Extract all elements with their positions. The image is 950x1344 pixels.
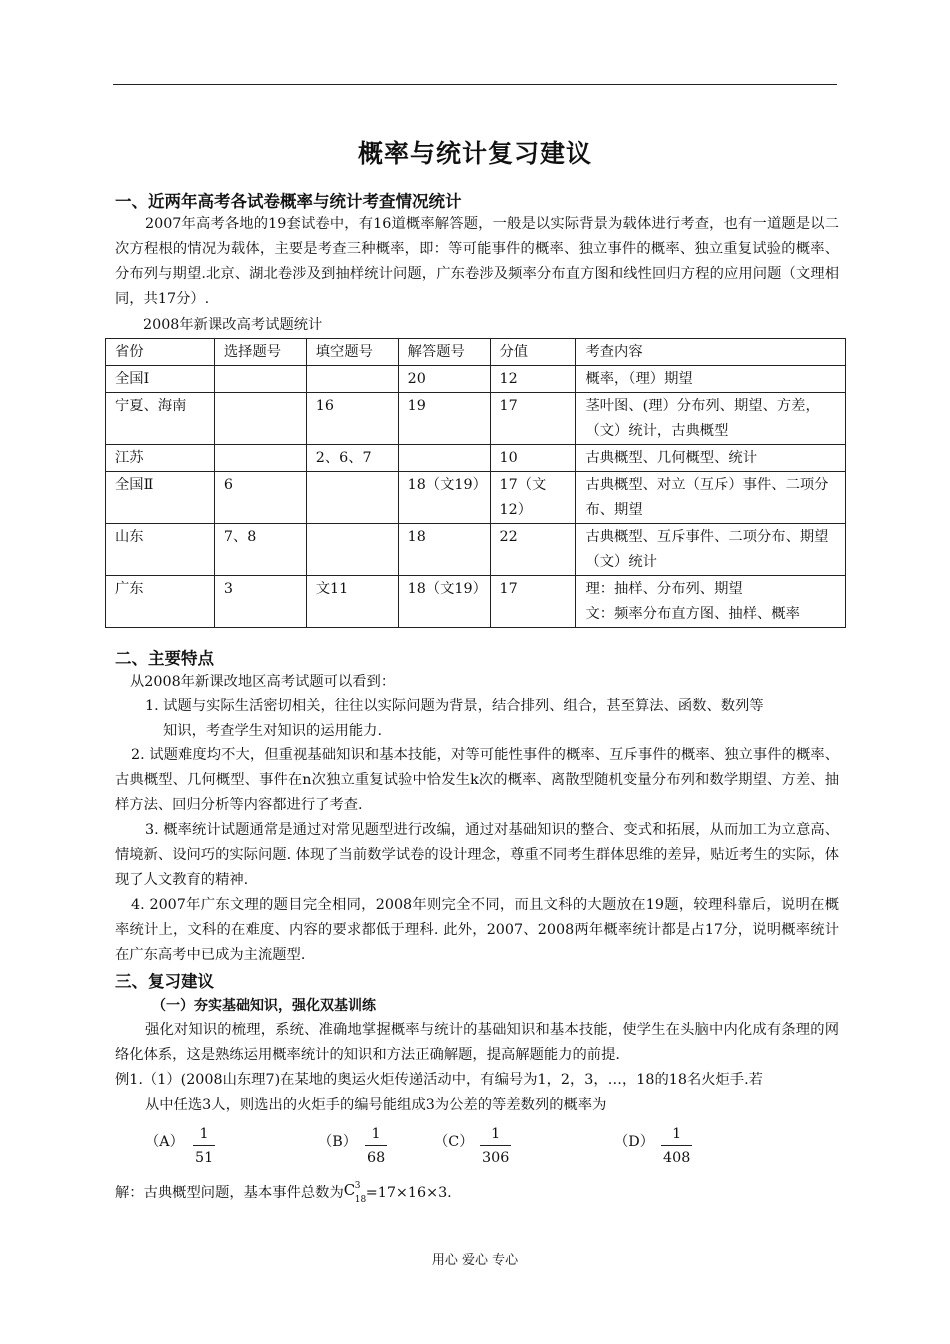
- solution: [115, 1180, 452, 1206]
- table-cell: 古典概型、对立（互斥）事件、二项分布、期望: [576, 472, 846, 524]
- table-cell: 18（文19）: [398, 576, 490, 628]
- table-cell: 17（文12）: [490, 472, 576, 524]
- choice-label: （C）: [434, 1134, 474, 1150]
- table-cell: 茎叶图、(理）分布列、期望、方差，（文）统计，古典概型: [576, 393, 846, 445]
- numerator: 1: [199, 1126, 209, 1142]
- table-cell: [398, 445, 490, 472]
- table-cell: 江苏: [106, 445, 215, 472]
- fraction: [661, 1125, 692, 1168]
- section1-heading: 一、近两年高考各试卷概率与统计考查情况统计: [115, 192, 462, 211]
- table-cell: 宁夏、海南: [106, 393, 215, 445]
- table-header-cell: 分值: [490, 339, 576, 366]
- table-cell: 18（文19）: [398, 472, 490, 524]
- table-caption: 2008年新课改高考试题统计: [143, 317, 323, 333]
- table-cell: 22: [490, 524, 576, 576]
- table-cell: 概率，（理）期望: [576, 366, 846, 393]
- table-cell: [306, 366, 398, 393]
- point4-paragraph: 4. 2007年广东文理的题目完全相同，2008年则完全不同，而且文科的大题放在19题，较理科靠后，说明在概率统计上，文科的在难度、内容的要求都低于理科. 此外，2007、2008两年概率统计都是占17分，说明概率统计在广东高考中已成为主流题型.: [115, 897, 839, 963]
- table-cell: [306, 472, 398, 524]
- point3-paragraph: 3. 概率统计试题通常是通过对常见题型进行改编，通过对基础知识的整合、变式和拓展，从而加工为立意高、情境新、设问巧的实际问题. 体现了当前数学试卷的设计理念，尊重不同考生群体思维的差异，贴近考生的实际，体现了人文教育的精神.: [115, 822, 839, 888]
- table-header-cell: 填空题号: [306, 339, 398, 366]
- choice-label: （A）: [145, 1134, 184, 1150]
- example-line1: 例1.（1）(2008山东理7)在某地的奥运火炬传递活动中，有编号为1，2，3，…，18的18名火炬手.若: [115, 1072, 763, 1088]
- section1-paragraph: 2007年高考各地的19套试卷中，有16道概率解答题，一般是以实际背景为载体进行考查，也有一道题是以二次方程根的情况为载体，主要是考查三种概率，即：等可能事件的概率、独立事件的概率、独立重复试验的概率、分布列与期望.北京、湖北卷涉及到抽样统计问题，广东卷涉及频率分布直方图和线性回归方程的应用问题（文理相同，共17分）.: [115, 216, 839, 307]
- table-cell: 古典概型、几何概型、统计: [576, 445, 846, 472]
- choice-label: （B）: [318, 1134, 358, 1150]
- fraction: [193, 1125, 215, 1168]
- point2-paragraph: 2. 试题难度均不大，但重视基础知识和基本技能，对等可能性事件的概率、互斥事件的概率、独立事件的概率、古典概型、几何概型、事件在n次独立重复试验中恰发生k次的概率、离散型随机变量分布列和数学期望、方差、抽样方法、回归分析等内容都进行了考查.: [115, 747, 839, 813]
- table-cell: 16: [306, 393, 398, 445]
- stats-table: [105, 338, 846, 628]
- section2-intro: 从2008年新课改地区高考试题可以看到：: [130, 674, 396, 690]
- table-row: [106, 445, 846, 472]
- fraction: [480, 1125, 511, 1168]
- table-cell: 17: [490, 393, 576, 445]
- fraction-bar: [193, 1145, 215, 1146]
- subsection1-heading: （一）夯实基础知识，强化双基训练: [152, 998, 376, 1014]
- table-cell: 文11: [306, 576, 398, 628]
- fraction-bar: [365, 1145, 387, 1146]
- numerator: 1: [371, 1126, 381, 1142]
- table-header-cell: 选择题号: [214, 339, 306, 366]
- choice-label: （D）: [614, 1134, 655, 1150]
- denominator: 68: [367, 1150, 386, 1166]
- table-cell: 12: [490, 366, 576, 393]
- fraction: [365, 1125, 387, 1168]
- table-cell: 17: [490, 576, 576, 628]
- table-row: [106, 472, 846, 524]
- table-cell: [214, 393, 306, 445]
- table-cell: 20: [398, 366, 490, 393]
- solution-text: 解：古典概型问题，基本事件总数为: [115, 1185, 344, 1201]
- table-cell: 7、8: [214, 524, 306, 576]
- fraction-bar: [480, 1145, 511, 1146]
- numerator: 1: [672, 1126, 682, 1142]
- table-cell: [306, 524, 398, 576]
- solution-period: .: [447, 1185, 452, 1201]
- table-header-row: [106, 339, 846, 366]
- table-cell: 10: [490, 445, 576, 472]
- table-cell: 山东: [106, 524, 215, 576]
- table-header-cell: 解答题号: [398, 339, 490, 366]
- table-row: [106, 524, 846, 576]
- header-rule: [113, 84, 837, 85]
- table-header-cell: 考查内容: [576, 339, 846, 366]
- table-cell: 3: [214, 576, 306, 628]
- table-cell: 理：抽样、分布列、期望 文：频率分布直方图、抽样、概率: [576, 576, 846, 628]
- table-cell: 6: [214, 472, 306, 524]
- table-cell: 18: [398, 524, 490, 576]
- section2-heading: 二、主要特点: [115, 649, 214, 668]
- numerator: 1: [491, 1126, 501, 1142]
- table-header-cell: 省份: [106, 339, 215, 366]
- table-row: [106, 366, 846, 393]
- fraction-bar: [661, 1145, 692, 1146]
- table-row: [106, 393, 846, 445]
- denominator: 306: [482, 1150, 510, 1166]
- example-line2: 从中任选3人，则选出的火炬手的编号能组成3为公差的等差数列的概率为: [145, 1097, 607, 1113]
- combination-symbol: C 3 18: [343, 1181, 367, 1205]
- page-title: 概率与统计复习建议: [357, 139, 592, 168]
- table-cell: 广东: [106, 576, 215, 628]
- section3-paragraph: 强化对知识的梳理，系统、准确地掌握概率与统计的基础知识和基本技能，使学生在头脑中内化成有条理的网络化体系，这是熟练运用概率统计的知识和方法正确解题，提高解题能力的前提.: [115, 1022, 839, 1063]
- table-cell: 19: [398, 393, 490, 445]
- page-footer: 用心 爱心 专心: [431, 1253, 519, 1268]
- table-cell: 全国Ⅰ: [106, 366, 215, 393]
- table-cell: [214, 445, 306, 472]
- table-cell: [214, 366, 306, 393]
- denominator: 408: [663, 1150, 691, 1166]
- table-cell: 全国Ⅱ: [106, 472, 215, 524]
- table-cell: 古典概型、互斥事件、二项分布、期望（文）统计: [576, 524, 846, 576]
- solution-expression: =17×16×3: [365, 1185, 448, 1201]
- denominator: 51: [195, 1150, 214, 1166]
- section3-heading: 三、复习建议: [115, 972, 214, 991]
- point1-line1: 1. 试题与实际生活密切相关，往往以实际问题为背景，结合排列、组合，甚至算法、函数、数列等: [145, 698, 764, 714]
- table-row: [106, 576, 846, 628]
- table-cell: 2、6、7: [306, 445, 398, 472]
- point1-line2: 知识，考查学生对知识的运用能力.: [163, 723, 382, 739]
